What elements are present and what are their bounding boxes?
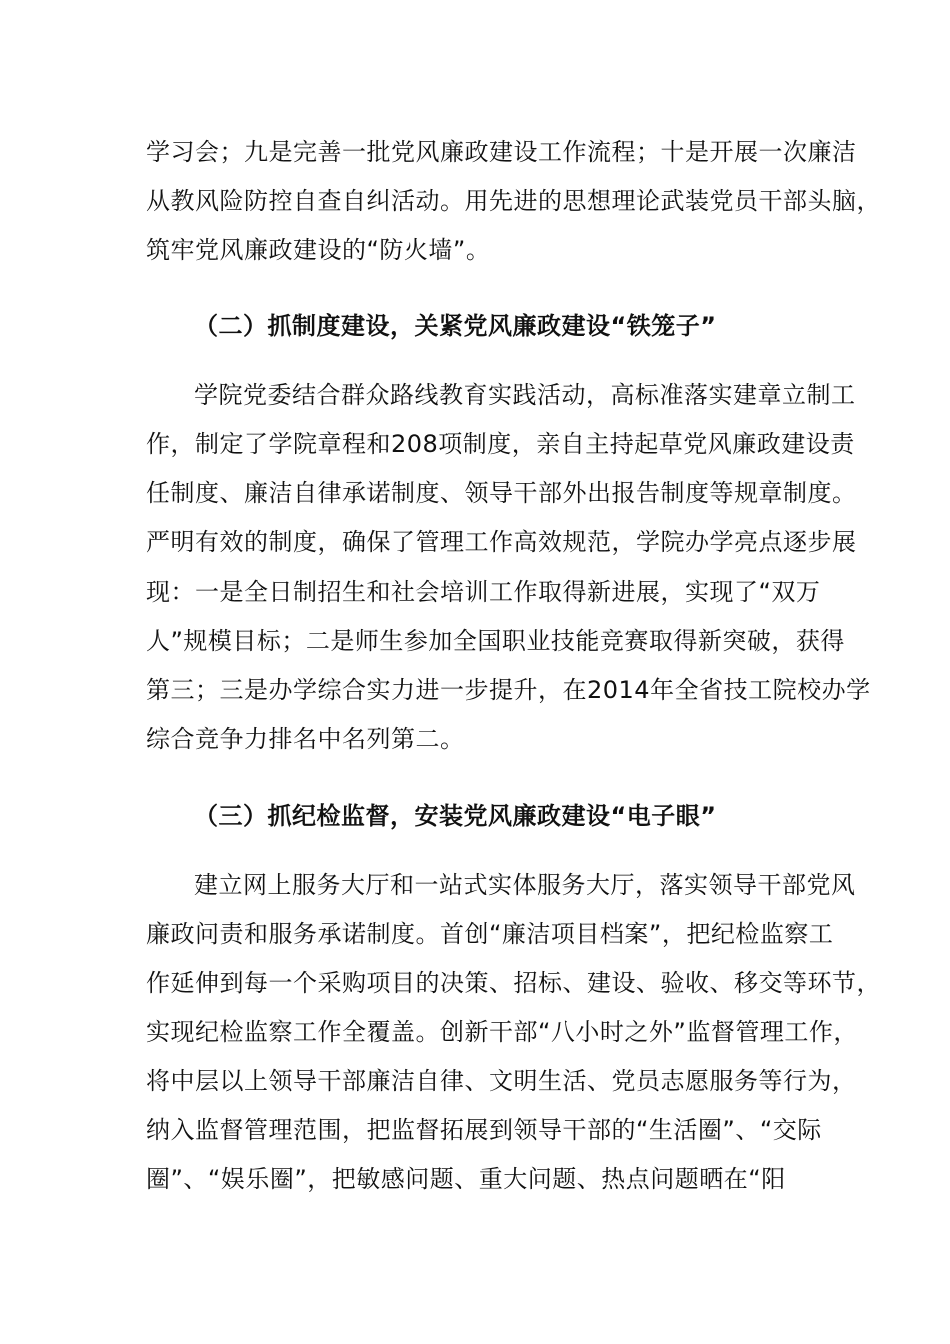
paragraph-line: 学习会；九是完善一批党风廉政建设工作流程；十是开展一次廉洁 [146, 138, 857, 166]
paragraph-line: 纳入监督管理范围，把监督拓展到领导干部的“生活圈”、“交际 [146, 1116, 822, 1144]
paragraph-line: 作，制定了学院章程和208项制度，亲自主持起草党风廉政建设责 [146, 430, 855, 458]
paragraph-line: 圈”、“娱乐圈”，把敏感问题、重大问题、热点问题晒在“阳 [146, 1165, 786, 1193]
paragraph-line: 作延伸到每一个采购项目的决策、招标、建设、验收、移交等环节， [146, 969, 881, 997]
paragraph-line: 廉政问责和服务承诺制度。首创“廉洁项目档案”，把纪检监察工 [146, 920, 834, 948]
paragraph-line: 人”规模目标；二是师生参加全国职业技能竞赛取得新突破，获得 [146, 627, 845, 655]
paragraph-line: 任制度、廉洁自律承诺制度、领导干部外出报告制度等规章制度。 [146, 479, 857, 507]
paragraph-line: 建立网上服务大厅和一站式实体服务大厅，落实领导干部党风 [194, 871, 856, 899]
paragraph-line: 学院党委结合群众路线教育实践活动，高标准落实建章立制工 [194, 381, 856, 409]
paragraph-line: 实现纪检监察工作全覆盖。创新干部“八小时之外”监督管理工作， [146, 1018, 858, 1046]
section-heading: （三）抓纪检监督，安装党风廉政建设“电子眼” [194, 802, 717, 830]
paragraph-line: 现：一是全日制招生和社会培训工作取得新进展，实现了“双万 [146, 578, 821, 606]
section-heading: （二）抓制度建设，关紧党风廉政建设“铁笼子” [194, 312, 717, 340]
paragraph-line: 筑牢党风廉政建设的“防火墙”。 [146, 236, 491, 264]
paragraph-line: 从教风险防控自查自纠活动。用先进的思想理论武装党员干部头脑， [146, 187, 881, 215]
paragraph-line: 严明有效的制度，确保了管理工作高效规范，学院办学亮点逐步展 [146, 528, 857, 556]
paragraph-line: 综合竞争力排名中名列第二。 [146, 725, 465, 753]
paragraph-line: 将中层以上领导干部廉洁自律、文明生活、党员志愿服务等行为， [146, 1067, 857, 1095]
paragraph-line: 第三；三是办学综合实力进一步提升，在2014年全省技工院校办学 [146, 676, 871, 704]
